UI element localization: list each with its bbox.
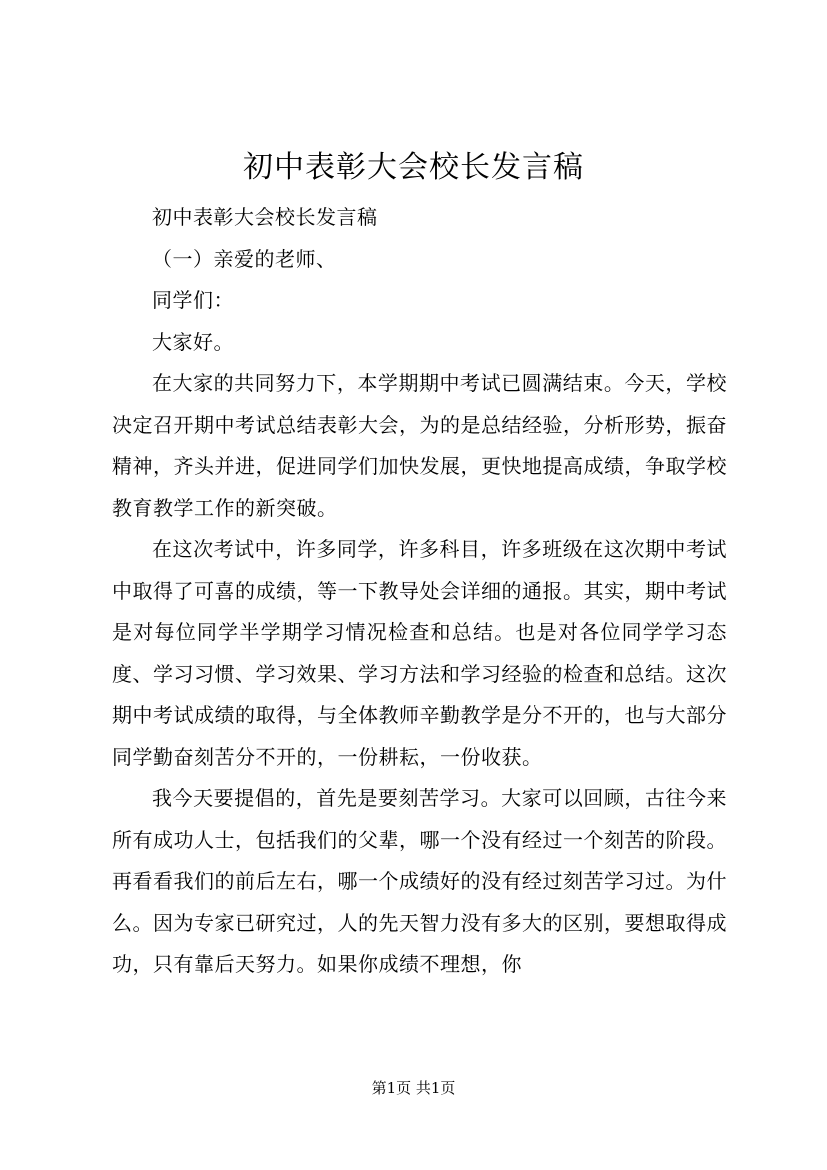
document-body [112,197,727,986]
document-title: 初中表彰大会校长发言稿 [243,150,584,185]
paragraph-hard-study: 我今天要提倡的，首先是要刻苦学习。大家可以回顾，古往今来所有成功人士，包括我们的父辈，哪一个没有经过一个刻苦的阶段。再看看我们的前后左右，哪一个成绩好的没有经过刻苦学习过。为什么。因为专家已研究过，人的先天智力没有多大的区别，要想取得成功，只有靠后天努力。如果你成绩不理想，你 [112,786,727,976]
paragraph-salutation-students: 同学们： [152,288,234,312]
paragraph-salutation-teachers: （一）亲爱的老师、 [152,246,337,271]
paragraph-greeting: 大家好。 [152,329,234,354]
paragraph-exam-results: 在这次考试中，许多同学，许多科目，许多班级在这次期中考试中取得了可喜的成绩，等一下教导处会详细的通报。其实，期中考试是对每位同学半学期学习情况检查和总结。也是对各位同学学习态度、学习习惯、学习效果、学习方法和学习经验的检查和总结。这次期中考试成绩的取得，与全体教师辛勤教学是分不开的，也与大部分同学勤奋刻苦分不开的，一份耕耘，一份收获。 [112,537,727,769]
paragraph-intro: 在大家的共同努力下，本学期期中考试已圆满结束。今天，学校决定召开期中考试总结表彰大会，为的是总结经验，分析形势，振奋精神，齐头并进，促进同学们加快发展，更快地提高成绩，争取学校教育教学工作的新突破。 [112,371,727,520]
page-number-footer: 第1页 共1页 [371,1079,456,1097]
paragraph-subtitle: 初中表彰大会校长发言稿 [152,205,378,229]
